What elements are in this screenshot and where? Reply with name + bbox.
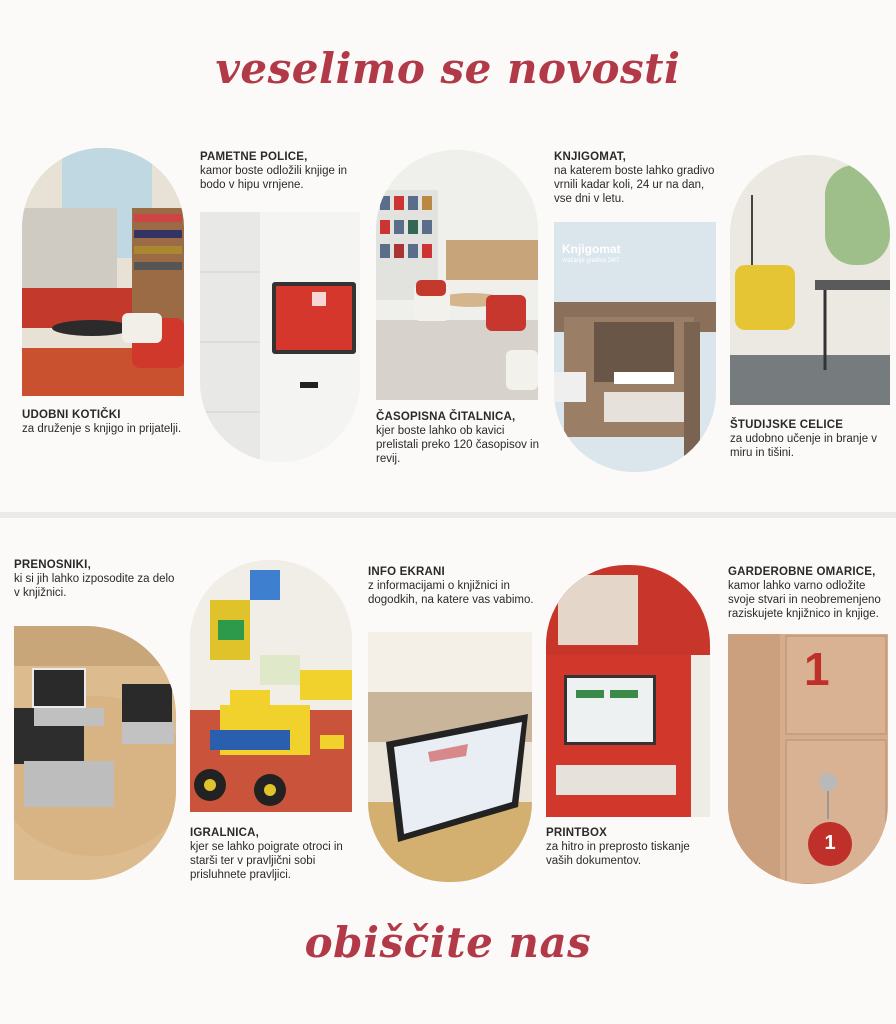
- caption-desc: kamor lahko varno odložite svoje stvari in neobremenjeno raziskujete knjižnico in knjige.: [728, 580, 881, 620]
- photo-laptops: [14, 626, 176, 880]
- caption-knjigomat: [554, 150, 718, 206]
- caption-desc: kjer se lahko poigrate otroci in starši ter v pravljični sobi prisluhnete pravljici.: [190, 841, 343, 881]
- caption-heading: UDOBNI KOTIČKI: [22, 409, 121, 421]
- photo-printbox: [546, 565, 710, 817]
- photo-smart-shelves: [200, 212, 360, 462]
- page-title-bottom: obiščite nas: [304, 918, 592, 967]
- caption-casopisna-citalnica: [376, 410, 546, 466]
- caption-desc: za druženje s knjigo in prijatelji.: [22, 423, 182, 435]
- photo-info-screens: [368, 632, 532, 882]
- photo-lockers: [728, 634, 888, 884]
- locker-tag-number: 1: [824, 832, 836, 854]
- caption-desc: kjer boste lahko ob kavici prelistali preko 120 časopisov in revij.: [376, 425, 540, 465]
- knjigomat-sign-subtitle: vračanje gradiva 24/7: [562, 258, 620, 264]
- caption-desc: za udobno učenje in branje v miru in tišini.: [730, 433, 878, 459]
- page-title-top: veselimo se novosti: [215, 44, 681, 93]
- caption-heading: INFO EKRANI: [368, 566, 445, 578]
- caption-desc: za hitro in preprosto tiskanje vaših dokumentov.: [546, 841, 690, 867]
- caption-pametne-police: [200, 150, 368, 192]
- caption-heading: PRENOSNIKI,: [14, 559, 91, 571]
- caption-studijske-celice: [730, 418, 894, 460]
- caption-info-ekrani: [368, 565, 534, 607]
- caption-igralnica: [190, 826, 358, 882]
- photo-study-cells: [730, 155, 890, 405]
- photo-knjigomat: [554, 222, 716, 472]
- caption-desc: ki si jih lahko izposodite za delo v knjižnici.: [14, 573, 175, 599]
- caption-prenosniki: [14, 558, 182, 600]
- caption-heading: ŠTUDIJSKE CELICE: [730, 419, 844, 431]
- photo-newspaper-reading-room: [376, 150, 538, 400]
- caption-heading: PAMETNE POLICE,: [200, 151, 308, 163]
- caption-heading: PRINTBOX: [546, 827, 608, 839]
- caption-heading: ČASOPISNA ČITALNICA,: [376, 411, 516, 423]
- caption-desc: na katerem boste lahko gradivo vrnili kadar koli, 24 ur na dan, vse dni v letu.: [554, 165, 715, 205]
- locker-number: 1: [804, 643, 830, 695]
- photo-reading-corner: [22, 148, 184, 396]
- caption-heading: KNJIGOMAT,: [554, 151, 627, 163]
- caption-heading: IGRALNICA,: [190, 827, 260, 839]
- photo-playroom: [190, 560, 352, 812]
- section-divider: [0, 512, 896, 518]
- caption-udobni-koticki: [22, 408, 194, 436]
- caption-desc: kamor boste odložili knjige in bodo v hipu vrnjene.: [200, 165, 348, 191]
- caption-printbox: [546, 826, 714, 868]
- caption-desc: z informacijami o knjižnici in dogodkih, na katere vas vabimo.: [368, 580, 534, 606]
- caption-heading: GARDEROBNE OMARICE,: [728, 566, 876, 578]
- knjigomat-sign-title: Knjigomat: [562, 242, 621, 256]
- caption-garderobne-omarice: [728, 565, 888, 621]
